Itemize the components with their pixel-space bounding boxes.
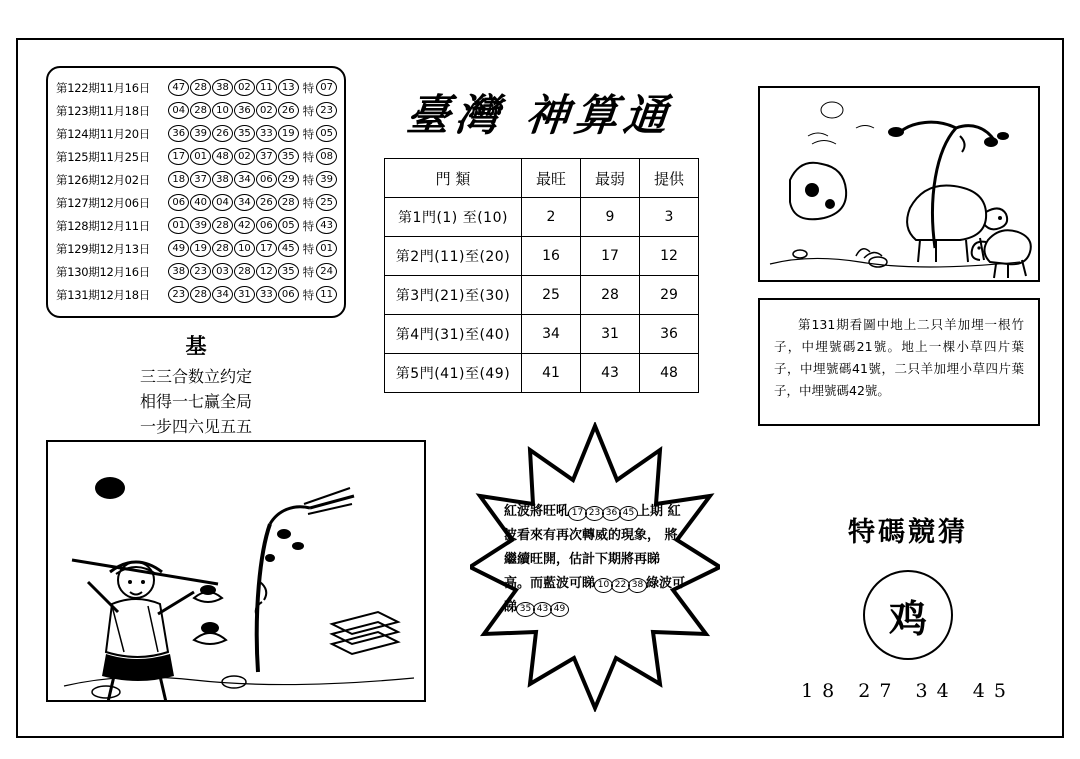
special-ball: 01 <box>316 240 337 257</box>
ball: 36 <box>168 125 189 142</box>
gate-statistics-table <box>384 158 699 393</box>
mini-ball: 35 <box>516 602 535 617</box>
star-line1-post: 上期 <box>637 504 664 519</box>
hint-note-text: 第131期看圖中地上二只羊加埋一根竹子，中埋號碼21號。地上一棵小草四片葉子，中埋號碼41號，二只羊加埋小草四片葉子，中埋號碼42號。 <box>774 317 1024 398</box>
cell-offer: 3 <box>640 198 699 237</box>
ball: 39 <box>190 125 211 142</box>
draw-label: 第122期11月16日 <box>56 80 150 95</box>
ball: 45 <box>278 240 299 257</box>
ball: 13 <box>278 79 299 96</box>
ball: 28 <box>190 79 211 96</box>
draw-label: 第123期11月18日 <box>56 103 150 118</box>
ball: 47 <box>168 79 189 96</box>
cell-cold: 17 <box>581 237 640 276</box>
starburst-callout <box>470 422 720 712</box>
zodiac-circle <box>863 570 953 660</box>
ball: 10 <box>212 102 233 119</box>
ball: 38 <box>168 263 189 280</box>
cell-category: 第1門(1) 至(10) <box>385 198 522 237</box>
table-row <box>385 276 699 315</box>
ball: 38 <box>212 171 233 188</box>
special-label: 特 <box>302 103 315 118</box>
star-line4-post: 綠波可 <box>646 576 686 591</box>
ball: 42 <box>234 217 255 234</box>
ball: 40 <box>190 194 211 211</box>
hint-note-box <box>758 298 1040 426</box>
ball: 28 <box>190 286 211 303</box>
farmer-illustration <box>46 440 426 702</box>
table-row <box>56 145 338 168</box>
special-guess-numbers: 18 27 34 45 <box>801 680 1015 702</box>
special-ball: 24 <box>316 263 337 280</box>
ball: 18 <box>168 171 189 188</box>
special-ball: 23 <box>316 102 337 119</box>
table-row <box>56 191 338 214</box>
ball: 28 <box>212 240 233 257</box>
ball: 28 <box>234 263 255 280</box>
ball: 19 <box>278 125 299 142</box>
ball: 01 <box>168 217 189 234</box>
ball: 02 <box>234 148 255 165</box>
draw-label: 第129期12月13日 <box>56 241 150 256</box>
ball: 06 <box>168 194 189 211</box>
ball: 34 <box>234 194 255 211</box>
column-header-category: 門 類 <box>385 159 522 198</box>
column-header-cold: 最弱 <box>581 159 640 198</box>
table-row <box>56 283 338 306</box>
cell-offer: 29 <box>640 276 699 315</box>
ball: 38 <box>212 79 233 96</box>
mini-ball: 43 <box>533 602 552 617</box>
ball: 26 <box>212 125 233 142</box>
mini-ball: 23 <box>585 506 604 521</box>
mini-ball: 22 <box>611 578 630 593</box>
cell-cold: 31 <box>581 315 640 354</box>
cell-offer: 12 <box>640 237 699 276</box>
ball: 19 <box>190 240 211 257</box>
mini-ball: 17 <box>568 506 587 521</box>
ball: 01 <box>190 148 211 165</box>
verse-line: 相得一七赢全局 <box>139 392 252 411</box>
poster-frame <box>16 38 1064 738</box>
ball: 39 <box>190 217 211 234</box>
mini-ball: 10 <box>594 578 613 593</box>
ball: 33 <box>256 286 277 303</box>
draw-results-panel <box>46 66 346 318</box>
mini-ball: 45 <box>619 506 638 521</box>
ball: 31 <box>234 286 255 303</box>
ball: 02 <box>256 102 277 119</box>
ball: 23 <box>190 263 211 280</box>
cell-category: 第3門(21)至(30) <box>385 276 522 315</box>
ball: 04 <box>168 102 189 119</box>
draw-label: 第130期12月16日 <box>56 264 150 279</box>
sheep-tree-drawing <box>760 88 1038 280</box>
farmer-drawing <box>48 442 424 700</box>
ball: 35 <box>278 263 299 280</box>
cell-cold: 28 <box>581 276 640 315</box>
mini-ball: 36 <box>602 506 621 521</box>
star-line1-pre: 紅波將旺吼 <box>504 504 570 519</box>
ball: 33 <box>256 125 277 142</box>
draw-label: 第124期11月20日 <box>56 126 150 141</box>
ball: 10 <box>234 240 255 257</box>
table-header-row <box>385 159 699 198</box>
star-line3: 將繼續旺開，估計下期將再睇 <box>504 528 678 567</box>
ball: 26 <box>256 194 277 211</box>
draw-label: 第126期12月02日 <box>56 172 150 187</box>
cell-hot: 25 <box>522 276 581 315</box>
ball: 37 <box>190 171 211 188</box>
sheep-tree-illustration <box>758 86 1040 282</box>
ball: 02 <box>234 79 255 96</box>
star-line4-pre: 高。而藍波可睇 <box>504 576 596 591</box>
verse-title: 基 <box>185 334 207 358</box>
special-ball: 39 <box>316 171 337 188</box>
cell-category: 第4門(31)至(40) <box>385 315 522 354</box>
ball: 03 <box>212 263 233 280</box>
draw-label: 第125期11月25日 <box>56 149 150 164</box>
cell-cold: 9 <box>581 198 640 237</box>
special-label: 特 <box>302 126 315 141</box>
special-label: 特 <box>302 195 315 210</box>
mini-ball: 38 <box>628 578 647 593</box>
ball: 17 <box>168 148 189 165</box>
ball: 04 <box>212 194 233 211</box>
table-row <box>385 315 699 354</box>
draw-label: 第128期12月11日 <box>56 218 150 233</box>
table-row <box>56 122 338 145</box>
mini-ball: 49 <box>550 602 569 617</box>
ball: 12 <box>256 263 277 280</box>
ball: 23 <box>168 286 189 303</box>
cell-offer: 36 <box>640 315 699 354</box>
zodiac-label: 鸡 <box>888 595 927 641</box>
table-row <box>56 237 338 260</box>
cell-hot: 41 <box>522 354 581 393</box>
special-label: 特 <box>302 241 315 256</box>
ball: 29 <box>278 171 299 188</box>
ball: 06 <box>278 286 299 303</box>
verse-line: 三三合数立约定 <box>139 367 252 386</box>
ball: 37 <box>256 148 277 165</box>
ball: 17 <box>256 240 277 257</box>
ball: 26 <box>278 102 299 119</box>
special-label: 特 <box>302 264 315 279</box>
special-guess-title: 特碼競猜 <box>848 517 968 548</box>
special-ball: 43 <box>316 217 337 234</box>
table-row <box>56 168 338 191</box>
ball: 05 <box>278 217 299 234</box>
special-label: 特 <box>302 80 315 95</box>
ball: 49 <box>168 240 189 257</box>
ball: 11 <box>256 79 277 96</box>
starburst-text <box>504 500 686 620</box>
verse-line: 一步四六见五五 <box>139 417 252 436</box>
cell-hot: 16 <box>522 237 581 276</box>
ball: 34 <box>234 171 255 188</box>
special-label: 特 <box>302 218 315 233</box>
ball: 28 <box>278 194 299 211</box>
table-row <box>385 237 699 276</box>
page-title: 臺灣 神算通 <box>404 91 676 141</box>
ball: 35 <box>234 125 255 142</box>
ball: 36 <box>234 102 255 119</box>
special-ball: 05 <box>316 125 337 142</box>
table-row <box>56 76 338 99</box>
special-ball: 07 <box>316 79 337 96</box>
table-row <box>385 198 699 237</box>
ball: 28 <box>190 102 211 119</box>
column-header-hot: 最旺 <box>522 159 581 198</box>
special-label: 特 <box>302 149 315 164</box>
special-label: 特 <box>302 287 315 302</box>
ball: 06 <box>256 171 277 188</box>
cell-hot: 34 <box>522 315 581 354</box>
special-ball: 25 <box>316 194 337 211</box>
draw-label: 第127期12月06日 <box>56 195 150 210</box>
table-row <box>56 260 338 283</box>
special-label: 特 <box>302 172 315 187</box>
table-row <box>385 354 699 393</box>
cell-cold: 43 <box>581 354 640 393</box>
ball: 35 <box>278 148 299 165</box>
special-ball: 08 <box>316 148 337 165</box>
cell-offer: 48 <box>640 354 699 393</box>
table-row <box>56 99 338 122</box>
star-line2: 紅波看來有再次轉威的現象， <box>504 504 681 543</box>
ball: 48 <box>212 148 233 165</box>
cell-category: 第5門(41)至(49) <box>385 354 522 393</box>
cell-category: 第2門(11)至(20) <box>385 237 522 276</box>
ball: 06 <box>256 217 277 234</box>
cell-hot: 2 <box>522 198 581 237</box>
draw-label: 第131期12月18日 <box>56 287 150 302</box>
special-ball: 11 <box>316 286 337 303</box>
ball: 34 <box>212 286 233 303</box>
table-row <box>56 214 338 237</box>
ball: 28 <box>212 217 233 234</box>
star-line5-pre: 睇 <box>504 600 518 615</box>
column-header-offer: 提供 <box>640 159 699 198</box>
